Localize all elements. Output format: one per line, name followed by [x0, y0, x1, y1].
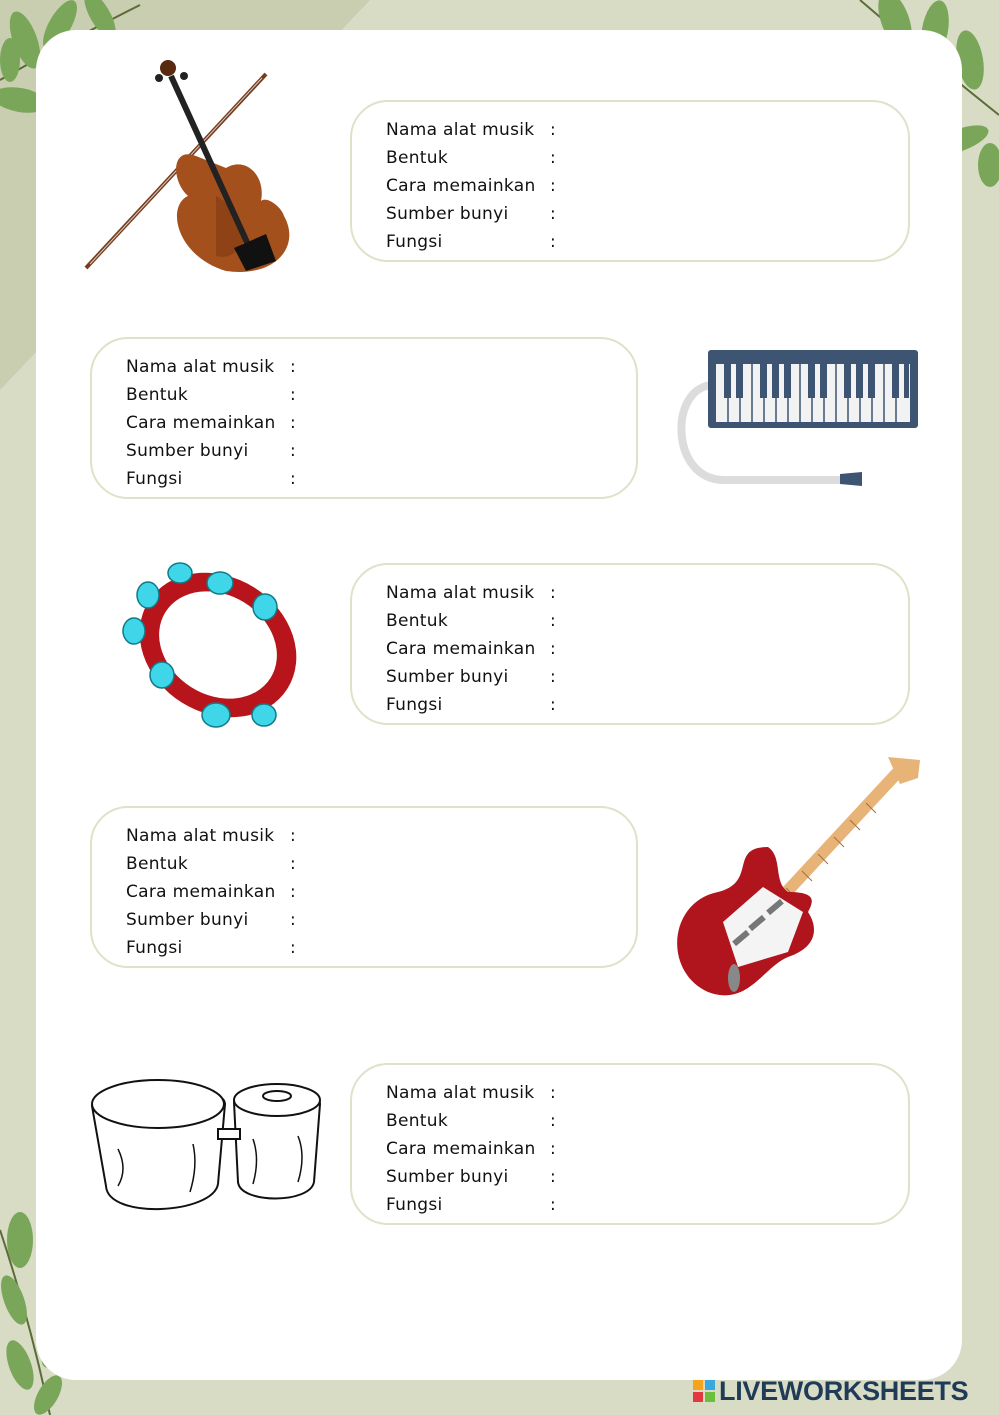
field-label: Cara memainkan: [386, 176, 536, 196]
bongo-drums-icon: [88, 1074, 322, 1220]
field-separator: :: [550, 1139, 557, 1159]
field-separator: :: [550, 667, 557, 687]
field-row: [386, 635, 560, 663]
field-label: Nama alat musik: [386, 583, 535, 603]
field-label: Sumber bunyi: [386, 667, 509, 687]
field-separator: :: [550, 204, 557, 224]
violin-icon: [76, 56, 296, 278]
field-separator: :: [550, 1083, 557, 1103]
instrument-card-3: [350, 563, 910, 725]
field-separator: :: [550, 1195, 557, 1215]
field-row: [386, 1079, 560, 1107]
field-row: [386, 228, 560, 256]
field-label: Bentuk: [126, 854, 188, 874]
field-row: [386, 1135, 560, 1163]
field-separator: :: [550, 176, 557, 196]
field-separator: :: [290, 910, 297, 930]
field-label: Nama alat musik: [386, 120, 535, 140]
tambourine-icon: [120, 555, 310, 733]
field-row: [126, 850, 300, 878]
field-row: [386, 1107, 560, 1135]
instrument-card-1: [350, 100, 910, 262]
field-row: [386, 607, 560, 635]
field-row: [386, 579, 560, 607]
field-separator: :: [290, 441, 297, 461]
field-separator: :: [290, 938, 297, 958]
field-separator: :: [290, 413, 297, 433]
field-label: Bentuk: [386, 611, 448, 631]
liveworksheets-logo-icon: [692, 1379, 716, 1403]
field-row: [386, 144, 560, 172]
field-label: Bentuk: [386, 148, 448, 168]
field-label: Cara memainkan: [386, 1139, 536, 1159]
field-row: [126, 409, 300, 437]
field-row: [386, 663, 560, 691]
field-label: Fungsi: [126, 938, 183, 958]
instrument-card-2: [90, 337, 638, 499]
field-separator: :: [290, 469, 297, 489]
field-row: [386, 116, 560, 144]
field-separator: :: [550, 1167, 557, 1187]
field-row: [386, 172, 560, 200]
field-label: Nama alat musik: [126, 826, 275, 846]
field-label: Fungsi: [386, 695, 443, 715]
field-label: Cara memainkan: [126, 413, 276, 433]
field-separator: :: [550, 583, 557, 603]
field-label: Sumber bunyi: [386, 1167, 509, 1187]
field-row: [126, 878, 300, 906]
field-label: Sumber bunyi: [126, 441, 249, 461]
field-row: [386, 200, 560, 228]
field-separator: :: [550, 639, 557, 659]
field-row: [126, 934, 300, 962]
field-label: Cara memainkan: [126, 882, 276, 902]
field-row: [126, 906, 300, 934]
field-label: Nama alat musik: [386, 1083, 535, 1103]
field-label: Bentuk: [386, 1111, 448, 1131]
instrument-card-5: [350, 1063, 910, 1225]
field-separator: :: [290, 385, 297, 405]
field-row: [126, 822, 300, 850]
field-label: Fungsi: [386, 1195, 443, 1215]
field-label: Nama alat musik: [126, 357, 275, 377]
field-row: [386, 691, 560, 719]
field-separator: :: [290, 854, 297, 874]
field-label: Bentuk: [126, 385, 188, 405]
field-label: Sumber bunyi: [386, 204, 509, 224]
field-separator: :: [550, 1111, 557, 1131]
electric-guitar-icon: [668, 752, 924, 1004]
field-row: [126, 353, 300, 381]
field-separator: :: [550, 232, 557, 252]
field-separator: :: [550, 611, 557, 631]
field-row: [126, 381, 300, 409]
liveworksheets-logo: [692, 1374, 968, 1408]
field-row: [386, 1163, 560, 1191]
field-row: [126, 465, 300, 493]
instrument-card-4: [90, 806, 638, 968]
field-separator: :: [550, 695, 557, 715]
field-separator: :: [290, 826, 297, 846]
field-label: Fungsi: [386, 232, 443, 252]
field-separator: :: [290, 357, 297, 377]
field-label: Sumber bunyi: [126, 910, 249, 930]
pianica-icon: [664, 350, 922, 490]
field-label: Cara memainkan: [386, 639, 536, 659]
brand-name: LIVEWORKSHEETS: [719, 1375, 969, 1406]
field-separator: :: [550, 148, 557, 168]
field-row: [126, 437, 300, 465]
field-separator: :: [550, 120, 557, 140]
field-separator: :: [290, 882, 297, 902]
field-row: [386, 1191, 560, 1219]
field-label: Fungsi: [126, 469, 183, 489]
